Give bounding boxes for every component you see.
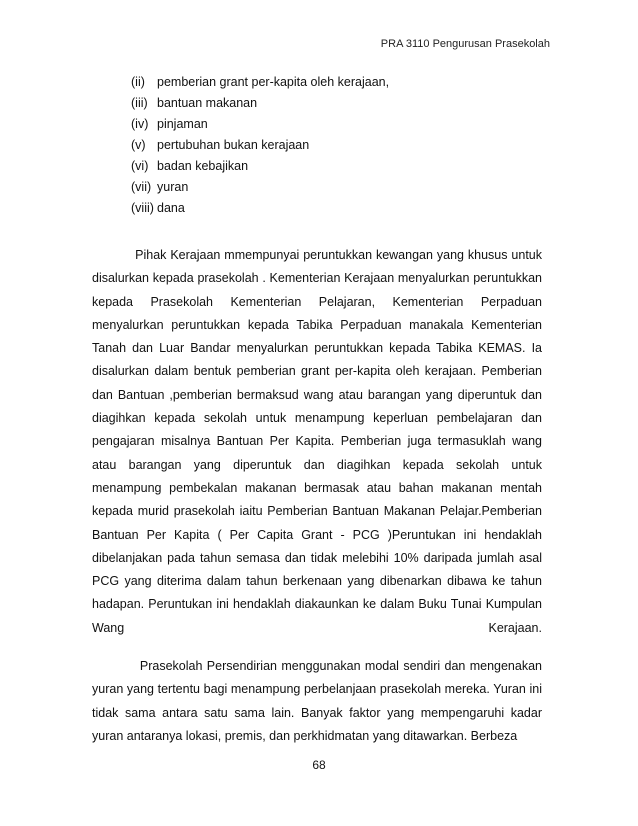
list-item-number: (ii) [131,75,145,89]
list-item-number: (vi) [131,159,149,173]
list-item [131,95,389,116]
list-item-text: bantuan makanan [157,96,258,110]
list-item-number: (iv) [131,117,149,131]
government-funding-paragraph: Pihak Kerajaan mmempunyai peruntukkan kewangan yang khusus untuk disalurkan kepada prasekolah . Kementerian Kerajaan menyalurkan peruntukkan kepada Prasekolah Kementerian Pelajaran, Kementerian Perpaduan menyalurkan peruntukkan kepada Tabika Perpaduan manakala Kementerian Tanah dan Luar Bandar menyalurkan peruntukkan kepada Tabika KEMAS. Ia disalurkan dalam bentuk pemberian grant per-kapita oleh kerajaan. Pemberian dan Bantuan ,pemberian bermaksud wang atau barangan yang diperuntuk dan diagihkan kepada sekolah untuk menampung keperluan pembelajaran dan pengajaran misalnya Bantuan Per Kapita. Pemberian juga termasuklah wang atau barangan yang diperuntuk dan diagihkan kepada sekolah untuk menampung pembekalan makanan bermasak atau bahan makanan mentah kepada murid prasekolah iaitu Pemberian Bantuan Makanan Pelajar.Pemberian Bantuan Per Kapita ( Per Capita Grant - PCG )Peruntukan ini hendaklah dibelanjakan pada tahun semasa dan tidak melebihi 10% daripada jumlah asal PCG yang diterima dalam tahun berkenaan yang dibenarkan dibawa ke tahun hadapan. Peruntukan ini hendaklah diakaunkan ke dalam Buku Tunai Kumpulan Wang Kerajaan. [92,248,542,635]
funding-source-list [131,74,389,221]
list-item-number: (v) [131,138,146,152]
list-item-number: (viii) [131,201,154,215]
list-item-text: pemberian grant per-kapita oleh kerajaan, [157,75,390,89]
list-item-text: badan kebajikan [157,159,249,173]
page-number: 68 [312,758,326,772]
list-item-number: (vii) [131,180,152,194]
list-item [131,179,389,200]
running-header: PRA 3110 Pengurusan Prasekolah [380,38,550,50]
list-item [131,74,389,95]
list-item-text: pinjaman [157,117,208,131]
list-item-text: pertubuhan bukan kerajaan [157,138,310,152]
list-item [131,116,389,137]
list-item-number: (iii) [131,96,148,110]
list-item [131,200,389,221]
list-item [131,137,389,158]
list-item [131,158,389,179]
list-item-text: dana [157,201,185,215]
private-preschool-paragraph: Prasekolah Persendirian menggunakan modal sendiri dan mengenakan yuran yang tertentu bagi menampung perbelanjaan prasekolah mereka. Yuran ini tidak sama antara satu sama lain. Banyak faktor yang mempengaruhi kadar yuran antaranya lokasi, premis, dan perkhidmatan yang ditawarkan. Berbeza [92,659,542,743]
list-item-text: yuran [157,180,189,194]
